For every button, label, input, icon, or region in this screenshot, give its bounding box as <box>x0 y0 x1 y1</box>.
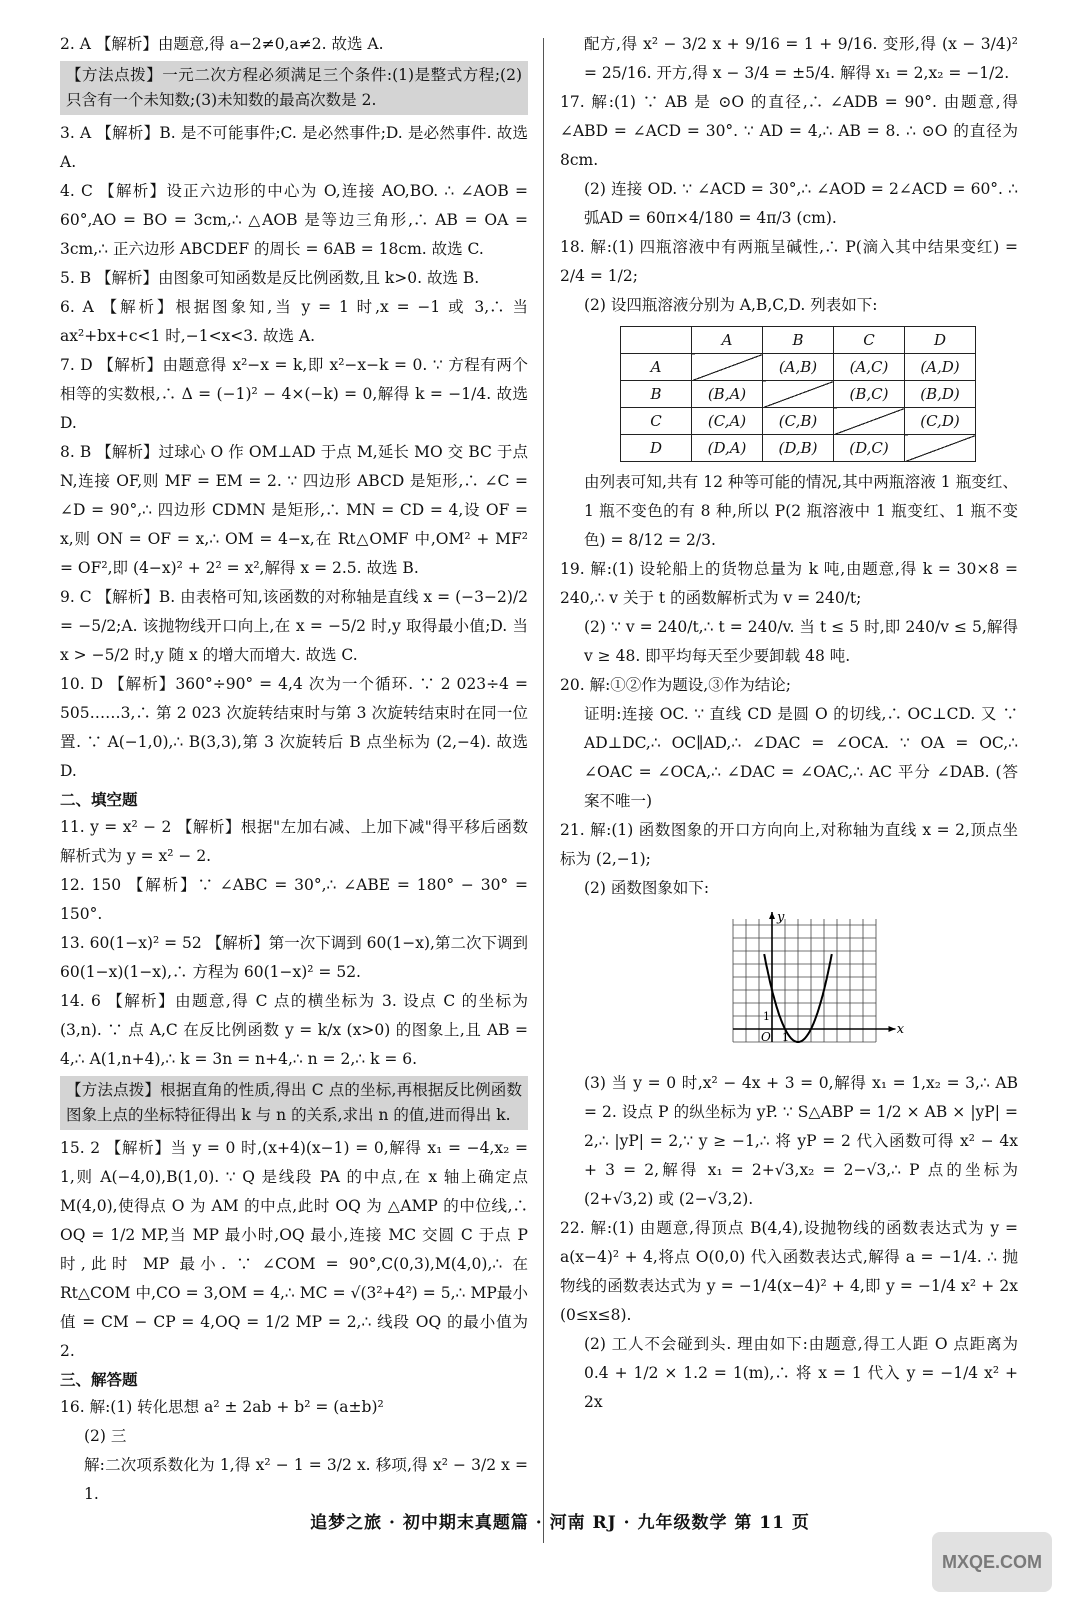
table-cell: (D,C) <box>834 435 905 462</box>
answer-item: 2. A 【解析】由题意,得 a−2≠0,a≠2. 故选 A. <box>60 35 384 53</box>
answer-item: 11. y = x² − 2 【解析】根据"左加右减、上加下减"得平移后函数解析式为 y = x² − 2. <box>60 818 528 865</box>
section-heading: 三、解答题 <box>60 1370 138 1389</box>
answer-item: 3. A 【解析】B. 是不可能事件;C. 是必然事件;D. 是必然事件. 故选 A. <box>60 124 528 171</box>
table-header-cell: A <box>692 327 763 354</box>
column-divider <box>543 38 544 1543</box>
table-cell: (A,D) <box>905 354 976 381</box>
answer-paragraph: 解:二次项系数化为 1,得 x² − 1 = 3/2 x. 移项,得 x² − 3/2 x = 1. <box>84 1456 528 1503</box>
table-header-row <box>621 327 976 354</box>
table-row-header: C <box>621 408 692 435</box>
answer-paragraph: (2) 三 <box>84 1427 127 1445</box>
answer-item: 6. A 【解析】根据图象知,当 y = 1 时,x = −1 或 3,∴ 当 ax²+bx+c<1 时,−1<x<3. 故选 A. <box>60 298 528 345</box>
answer-item: 12. 150 【解析】∵ ∠ABC = 30°,∴ ∠ABE = 180° − 30° = 150°. <box>60 876 528 923</box>
answer-paragraph: 配方,得 x² − 3/2 x + 9/16 = 1 + 9/16. 变形,得 (x − 3/4)² = 25/16. 开方,得 x − 3/4 = ±5/4. 解得 x₁ = 2,x₂ = −1/2. <box>584 35 1018 82</box>
right-section-b <box>560 468 1018 903</box>
right-column <box>560 30 1018 1417</box>
table-row-header: B <box>621 381 692 408</box>
table-cell: (D,A) <box>692 435 763 462</box>
outcome-table <box>620 326 976 462</box>
answer-item: 20. 解:①②作为题设,③作为结论; <box>560 676 791 694</box>
answer-paragraph: (2) ∵ v = 240/t,∴ t = 240/v. 当 t ≤ 5 时,即 240/v ≤ 5,解得 v ≥ 48. 即平均每天至少要卸载 48 吨. <box>584 618 1018 665</box>
tick-label: 1 <box>782 1031 789 1044</box>
left-column <box>60 30 528 1509</box>
answer-item: 15. 2 【解析】当 y = 0 时,(x+4)(x−1) = 0,解得 x₁ = −4,x₂ = 1,则 A(−4,0),B(1,0). ∵ Q 是线段 PA 的中点,在 x 轴上确定点 M(4,0),使得点 O 为 AM 的中点,此时 OQ 为 △AMP 的中位线,∴ OQ = 1/2 MP,当 MP 最小时,OQ 最小,连接 MC 交圆 C 于点 P 时,此时 MP 最小. ∵ ∠COM = 90°,C(0,3),M(4,0),∴ 在 Rt△COM 中,CO = 3,OM = 4,∴ MC = √(3²+4²) = 5,∴ MP最小值 = CM − CP = 4,OQ = 1/2 MP = 2,∴ 线段 OQ 的最小值为 2. <box>60 1139 528 1360</box>
watermark-text: MXQE.COM <box>941 1551 1042 1572</box>
watermark-logo <box>932 1532 1052 1592</box>
answer-paragraph: (2) 连接 OD. ∵ ∠ACD = 30°,∴ ∠AOD = 2∠ACD = 60°. ∴ 弧AD = 60π×4/180 = 4π/3 (cm). <box>584 180 1018 227</box>
answer-paragraph: (2) 工人不会碰到头. 理由如下:由题意,得工人距 O 点距离为 0.4 + 1/2 × 1.2 = 1(m),∴ 将 x = 1 代入 y = −1/4 x² + 2x <box>584 1335 1018 1411</box>
right-section-c <box>560 1069 1018 1417</box>
table-cell: (C,B) <box>763 408 834 435</box>
table-cell: (C,D) <box>905 408 976 435</box>
method-tip-box: 【方法点拨】根据直角的性质,得出 C 点的坐标,再根据反比例函数图象上点的坐标特征得出 k 与 n 的关系,求出 n 的值,进而得出 k. <box>60 1076 528 1130</box>
parabola-graph <box>720 909 1018 1063</box>
answer-item: 22. 解:(1) 由题意,得顶点 B(4,4),设抛物线的函数表达式为 y = a(x−4)² + 4,将点 O(0,0) 代入函数表达式,解得 a = −1/4. ∴ 抛物线的函数表达式为 y = −1/4(x−4)² + 4,即 y = −1/4 x² + 2x (0≤x≤8). <box>560 1219 1018 1324</box>
table-row <box>621 435 976 462</box>
tick-label: 1 <box>763 1010 770 1023</box>
answer-item: 18. 解:(1) 四瓶溶液中有两瓶呈碱性,∴ P(滴入其中结果变红) = 2/4 = 1/2; <box>560 238 1018 285</box>
y-axis-arrow-icon <box>769 912 775 919</box>
table-cell: (B,D) <box>905 381 976 408</box>
table-row-header: A <box>621 354 692 381</box>
answer-item: 17. 解:(1) ∵ AB 是 ⊙O 的直径,∴ ∠ADB = 90°. 由题意,得 ∠ABD = ∠ACD = 30°. ∵ AD = 4,∴ AB = 8. ∴ ⊙O 的直径为 8cm. <box>560 93 1018 169</box>
answer-paragraph: (3) 当 y = 0 时,x² − 4x + 3 = 0,解得 x₁ = 1,x₂ = 3,∴ AB = 2. 设点 P 的纵坐标为 yP. ∵ S△ABP = 1/2 × AB × |yP| = 2,∴ |yP| = 2,∵ y ≥ −1,∴ 将 yP = 2 代入函数可得 x² − 4x + 3 = 2,解得 x₁ = 2+√3,x₂ = 2−√3,∴ P 点的坐标为 (2+√3,2) 或 (2−√3,2). <box>584 1074 1018 1208</box>
table-cell <box>834 408 905 435</box>
parabola-svg <box>720 909 905 1059</box>
table-header-cell <box>621 327 692 354</box>
table-header-cell: D <box>905 327 976 354</box>
right-section-a <box>560 30 1018 320</box>
answer-paragraph: (2) 函数图象如下: <box>584 879 710 897</box>
table-row-header: D <box>621 435 692 462</box>
table-row <box>621 354 976 381</box>
answer-item: 19. 解:(1) 设轮船上的货物总量为 k 吨,由题意,得 k = 30×8 = 240,∴ v 关于 t 的函数解析式为 v = 240/t; <box>560 560 1018 607</box>
answer-item: 10. D 【解析】360°÷90° = 4,4 次为一个循环. ∵ 2 023÷4 = 505……3,∴ 第 2 023 次旋转结束时与第 3 次旋转结束时在同一位置. ∵ A(−1,0),∴ B(3,3),第 3 次旋转后 B 点坐标为 (2,−4). 故选 D. <box>60 675 528 780</box>
section-heading: 二、填空题 <box>60 790 138 809</box>
origin-label: O <box>761 1030 771 1044</box>
table-cell: (C,A) <box>692 408 763 435</box>
table-cell <box>692 354 763 381</box>
table-cell <box>905 435 976 462</box>
table-header-cell: B <box>763 327 834 354</box>
answer-item: 4. C 【解析】设正六边形的中心为 O,连接 AO,BO. ∴ ∠AOB = 60°,AO = BO = 3cm,∴ △AOB 是等边三角形,∴ AB = OA = 3cm,∴ 正六边形 ABCDEF 的周长 = 6AB = 18cm. 故选 C. <box>60 182 528 258</box>
answer-item: 7. D 【解析】由题意得 x²−x = k,即 x²−x−k = 0. ∵ 方程有两个相等的实数根,∴ Δ = (−1)² − 4×(−k) = 0,解得 k = −1/4. 故选 D. <box>60 356 528 432</box>
y-axis-label: y <box>777 910 785 925</box>
table-cell: (B,C) <box>834 381 905 408</box>
table-row <box>621 381 976 408</box>
x-axis-label: x <box>896 1022 905 1037</box>
answer-item: 13. 60(1−x)² = 52 【解析】第一次下调到 60(1−x),第二次下调到 60(1−x)(1−x),∴ 方程为 60(1−x)² = 52. <box>60 934 528 981</box>
table-header-cell: C <box>834 327 905 354</box>
table-cell <box>763 381 834 408</box>
table-cell: (A,B) <box>763 354 834 381</box>
table-cell: (D,B) <box>763 435 834 462</box>
table-cell: (A,C) <box>834 354 905 381</box>
table-row <box>621 408 976 435</box>
answer-item: 14. 6 【解析】由题意,得 C 点的横坐标为 3. 设点 C 的坐标为 (3,n). ∵ 点 A,C 在反比例函数 y = k/x (x>0) 的图象上,且 AB = 4,∴ A(1,n+4),∴ k = 3n = n+4,∴ n = 2,∴ k = 6. <box>60 992 528 1068</box>
answer-item: 8. B 【解析】过球心 O 作 OM⊥AD 于点 M,延长 MO 交 BC 于点 N,连接 OF,则 MF = EM = 2. ∵ 四边形 ABCD 是矩形,∴ ∠C = ∠D = 90°,∴ 四边形 CDMN 是矩形,∴ MN = CD = 4,设 OF = x,则 ON = OF = x,∴ OM = 4−x,在 Rt△OMF 中,OM² + MF² = OF²,即 (4−x)² + 2² = x²,解得 x = 2.5. 故选 B. <box>60 443 528 577</box>
answer-item: 9. C 【解析】B. 由表格可知,该函数的对称轴是直线 x = (−3−2)/2 = −5/2;A. 该抛物线开口向上,在 x = −5/2 时,y 取得最小值;D. 当 x > −5/2 时,y 随 x 的增大而增大. 故选 C. <box>60 588 528 664</box>
method-tip-box: 【方法点拨】一元二次方程必须满足三个条件:(1)是整式方程;(2)只含有一个未知数;(3)未知数的最高次数是 2. <box>60 61 528 115</box>
x-axis-arrow-icon <box>889 1026 896 1032</box>
table-cell: (B,A) <box>692 381 763 408</box>
answer-item: 21. 解:(1) 函数图象的开口方向向上,对称轴为直线 x = 2,顶点坐标为 (2,−1); <box>560 821 1018 868</box>
answer-item: 16. 解:(1) 转化思想 a² ± 2ab + b² = (a±b)² <box>60 1398 384 1416</box>
page-footer: 追梦之旅 · 初中期末真题篇 · 河南 RJ · 九年级数学 第 11 页 <box>310 1513 810 1533</box>
answer-paragraph: 由列表可知,共有 12 种等可能的情况,其中两瓶溶液 1 瓶变红、1 瓶不变色的有 8 种,所以 P(2 瓶溶液中 1 瓶变红、1 瓶不变色) = 8/12 = 2/3. <box>584 473 1018 549</box>
answer-paragraph: (2) 设四瓶溶液分别为 A,B,C,D. 列表如下: <box>584 296 878 314</box>
answer-item: 5. B 【解析】由图象可知函数是反比例函数,且 k>0. 故选 B. <box>60 269 480 287</box>
answer-paragraph: 证明:连接 OC. ∵ 直线 CD 是圆 O 的切线,∴ OC⊥CD. 又 ∵ AD⊥DC,∴ OC∥AD,∴ ∠DAC = ∠OCA. ∵ OA = OC,∴ ∠OAC = ∠OCA,∴ ∠DAC = ∠OAC,∴ AC 平分 ∠DAB. (答案不唯一) <box>584 705 1018 810</box>
